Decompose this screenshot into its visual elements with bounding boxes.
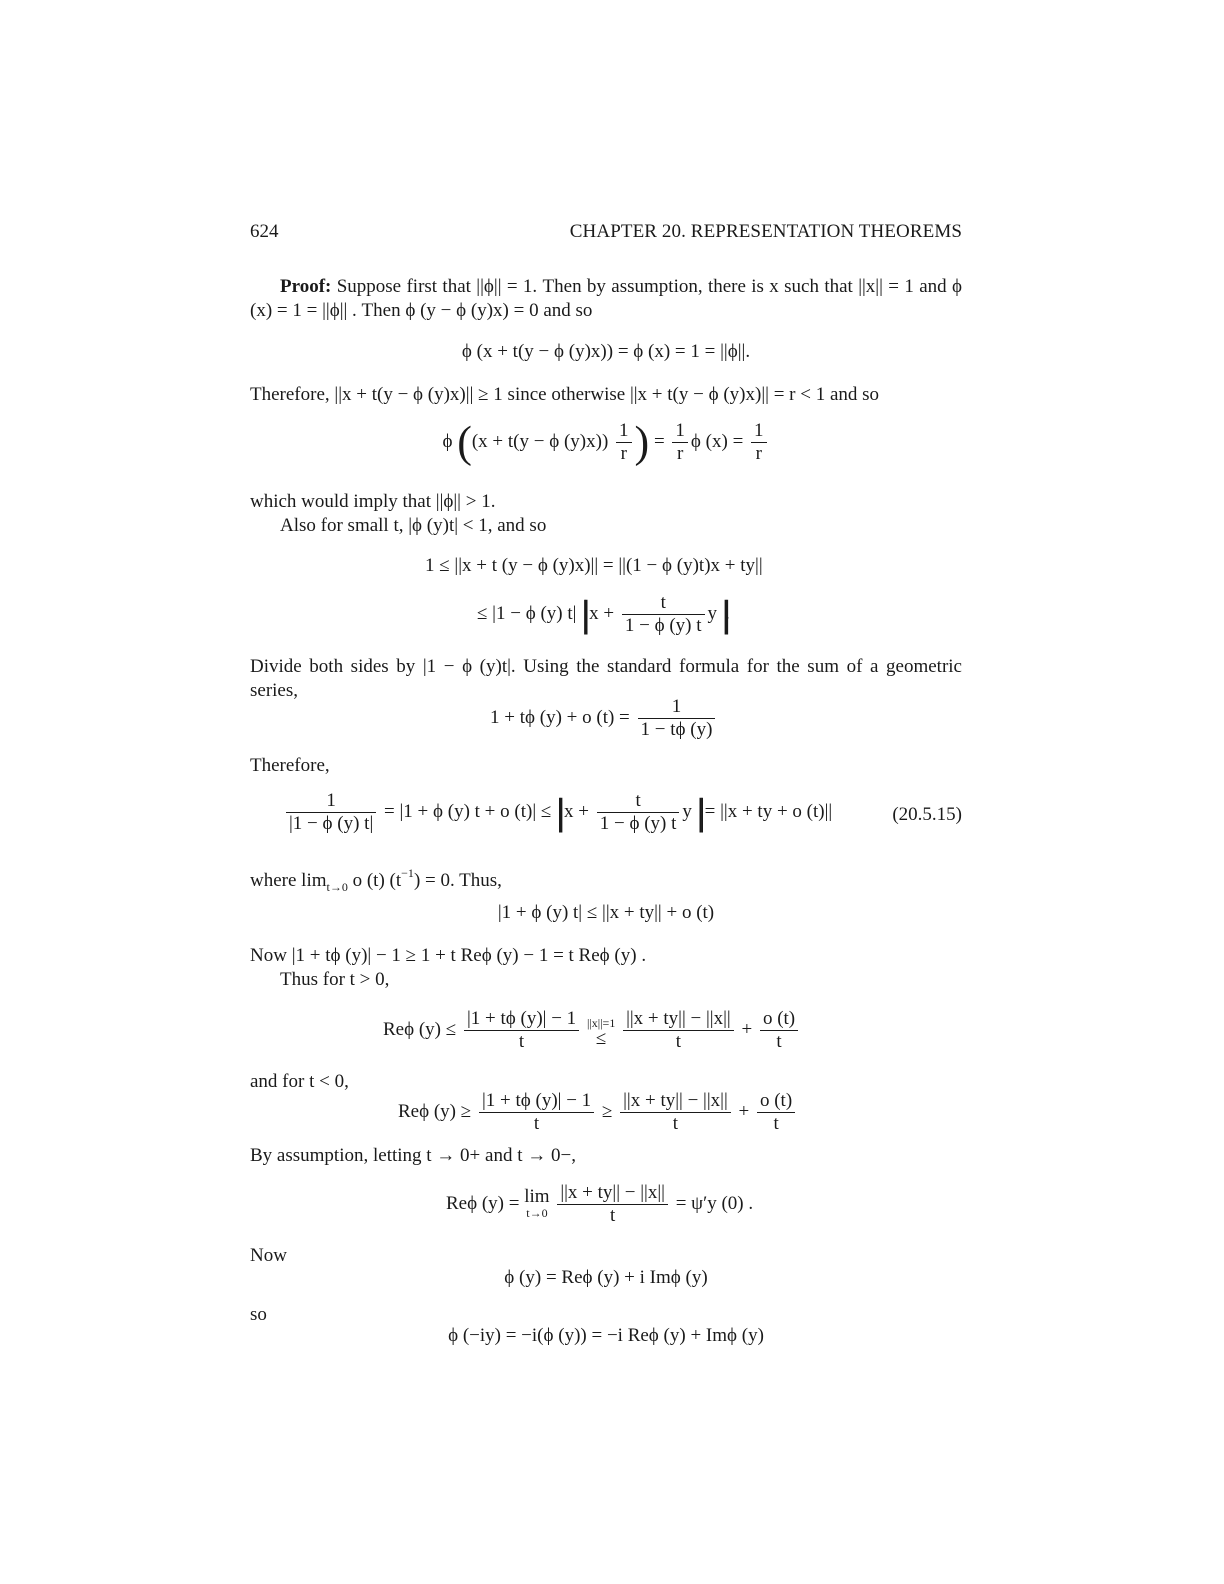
paragraph-t-negative: and for t < 0, — [250, 1071, 349, 1092]
equation-3-line-1: 1 ≤ ||x + t (y − ϕ (y)x)|| = ||(1 − ϕ (y)t)x + ty|| — [425, 555, 763, 576]
paragraph-therefore-2: Therefore, — [250, 755, 330, 776]
paragraph-imply: which would imply that ||ϕ|| > 1. — [250, 491, 496, 512]
proof-paragraph — [250, 275, 962, 323]
paragraph-now: Now |1 + tϕ (y)| − 1 ≥ 1 + t Reϕ (y) − 1 = t Reϕ (y) . — [250, 945, 647, 966]
equation-1: ϕ (x + t(y − ϕ (y)x)) = ϕ (x) = 1 = ||ϕ||. — [461, 341, 751, 362]
equation-3-line-2: ≤ |1 − ϕ (y) t| || x + $\frac{t}{1 - \phi (y) t}$ y ||. — [477, 592, 730, 636]
equation-10: ϕ (y) = Reϕ (y) + i Imϕ (y) — [504, 1267, 708, 1288]
paragraph-t-positive: Thus for t > 0, — [280, 969, 390, 990]
equation-number: (20.5.15) — [892, 804, 962, 825]
equation-9: Reϕ (y) = lim t→0 $\frac{||x + ty|| - ||x||}{t}$ = ψ′y (0) . — [446, 1182, 754, 1226]
chapter-title: CHAPTER 20. REPRESENTATION THEOREMS — [569, 221, 962, 242]
paragraph-small-t: Also for small t, |ϕ (y)t| < 1, and so — [280, 515, 547, 536]
paragraph-now-2: Now — [250, 1245, 287, 1266]
equation-5: $\frac{1}{|1 - \phi (y) t|}$ = |1 + ϕ (y) t + o (t)| ≤ || x + $\frac{t}{1 - \phi (y) t}$ y || = ||x + ty + o (t)|| — [283, 790, 832, 835]
equation-6: |1 + ϕ (y) t| ≤ ||x + ty|| + o (t) — [497, 902, 715, 923]
equation-11: ϕ (−iy) = −i(ϕ (y)) = −i Reϕ (y) + Imϕ (y) — [448, 1325, 764, 1346]
proof-label: Proof: — [280, 276, 332, 297]
paragraph-assumption: By assumption, letting t → 0+ and t → 0−, — [250, 1145, 576, 1166]
equation-7: Reϕ (y) ≤ $\frac{|1 + t\phi (y)| - 1}{t}$ ||x||=1 ≤ $\frac{||x + ty|| - ||x||}{t}$ + $\frac{o (t)}{t}$ — [383, 1008, 801, 1053]
page-number: 624 — [250, 221, 279, 242]
paragraph-so: so — [250, 1304, 267, 1325]
equation-2: ϕ ((x + t(y − ϕ (y)x)) $\frac{1}{r}$ ) = $\frac{1}{r}$ ϕ (x) = $\frac{1}{r}$ — [250, 420, 962, 465]
paragraph-therefore: Therefore, ||x + t(y − ϕ (y)x)|| ≥ 1 since otherwise ||x + t(y − ϕ (y)x)|| = r < 1 and so — [250, 384, 880, 405]
paragraph-where-lim: where $\lim_{t\to 0} o$ (t) $(t^{-1}) = 0$. Thus, — [250, 866, 502, 894]
paragraph-divide: Divide both sides by |1 − ϕ (y)t|. Using the standard formula for the sum of a geometric series, — [250, 656, 962, 701]
equation-4: 1 + tϕ (y) + o (t) = $\frac{1}{1 - t\phi (y)}$ — [490, 696, 718, 741]
proof-text: Suppose first that ||ϕ|| = 1. Then by assumption, there is x such that ||x|| = 1 and ϕ (x) = 1 = ||ϕ|| . Then ϕ (y − ϕ (y)x) = 0 and so — [250, 276, 962, 321]
equation-8: Reϕ (y) ≥ $\frac{|1 + t\phi (y)| - 1}{t}$ ≥ $\frac{||x + ty|| - ||x||}{t}$ + $\frac{o (t)}{t}$ — [398, 1090, 798, 1135]
